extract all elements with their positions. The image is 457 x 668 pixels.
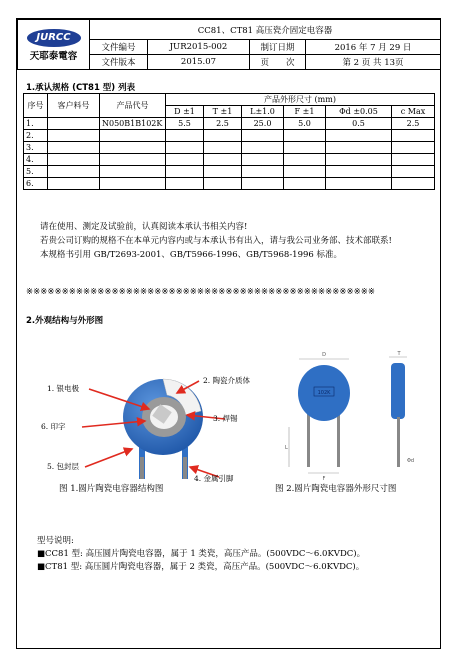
revise-date-value: 2016 年 7 月 29 日 bbox=[306, 40, 441, 55]
note-line: 若贵公司订购的规格不在本单元内容内或与本承认书有出入，请与我公司业务部、技术部联系! bbox=[40, 236, 392, 246]
cell-dim bbox=[204, 178, 242, 190]
cell-dim: 2.5 bbox=[204, 118, 242, 130]
dim-d: D bbox=[322, 352, 326, 358]
section-1-title: 1.承认规格 (CT81 型) 列表 bbox=[26, 83, 136, 93]
capacitor-dimension-figure bbox=[279, 347, 429, 487]
cell-dim bbox=[326, 166, 392, 178]
cell-seq: 6. bbox=[24, 178, 48, 190]
document-title: CC81、CT81 高压瓷介固定电容器 bbox=[90, 20, 441, 40]
company-logo bbox=[18, 20, 90, 70]
cell-dim bbox=[204, 142, 242, 154]
table-row bbox=[24, 178, 435, 190]
table-row bbox=[24, 118, 435, 130]
cell-dim bbox=[242, 130, 284, 142]
label-metal-lead: 4. 金属引脚 bbox=[194, 474, 234, 483]
cell-seq: 4. bbox=[24, 154, 48, 166]
cell-dim bbox=[204, 130, 242, 142]
cell-customer bbox=[48, 154, 100, 166]
spec-table bbox=[23, 93, 434, 190]
dim-f: F bbox=[322, 476, 326, 482]
dim-header: D ±1 bbox=[166, 106, 204, 118]
dim-l: L bbox=[285, 445, 288, 451]
figure-1-caption: 图 1.圆片陶瓷电容器结构图 bbox=[59, 484, 164, 494]
star-divider: ※※※※※※※※※※※※※※※※※※※※※※※※※※※※※※※※※※※※※※※※※※※※※※※※※ bbox=[26, 287, 375, 297]
cell-code bbox=[100, 154, 166, 166]
col-code: 产品代号 bbox=[100, 94, 166, 118]
cell-dim bbox=[166, 178, 204, 190]
cell-customer bbox=[48, 166, 100, 178]
figure-2-caption: 图 2.圆片陶瓷电容器外形尺寸图 bbox=[275, 484, 397, 494]
cell-dim bbox=[284, 178, 326, 190]
side-view-icon bbox=[391, 363, 405, 419]
cell-dim bbox=[392, 130, 435, 142]
cell-dim: 5.0 bbox=[284, 118, 326, 130]
cell-dim bbox=[242, 154, 284, 166]
table-row bbox=[24, 166, 435, 178]
cell-seq: 2. bbox=[24, 130, 48, 142]
cell-customer bbox=[48, 118, 100, 130]
page-label: 页 次 bbox=[250, 55, 306, 70]
cell-dim bbox=[284, 166, 326, 178]
cell-dim bbox=[326, 142, 392, 154]
cell-dim: 5.5 bbox=[166, 118, 204, 130]
dim-t: T bbox=[397, 351, 401, 357]
cell-dim bbox=[166, 154, 204, 166]
col-dims: 产品外形尺寸 (mm) bbox=[166, 94, 435, 106]
cell-code bbox=[100, 166, 166, 178]
model-line-cc81: ■CC81 型: 高压圆片陶瓷电容器，属于 1 类瓷，高压产品。(500VDC～6.0KVDC)。 bbox=[37, 549, 366, 559]
cell-seq: 1. bbox=[24, 118, 48, 130]
label-silver-electrode: 1. 银电极 bbox=[47, 384, 80, 393]
cell-dim bbox=[392, 178, 435, 190]
cell-dim bbox=[166, 166, 204, 178]
dim-header: F ±1 bbox=[284, 106, 326, 118]
note-line: 请在使用、测定及试验前，认真阅读本承认书相关内容! bbox=[40, 222, 248, 232]
cell-dim bbox=[326, 130, 392, 142]
cell-dim: 2.5 bbox=[392, 118, 435, 130]
dim-header: c Max bbox=[392, 106, 435, 118]
cell-dim bbox=[392, 142, 435, 154]
table-row bbox=[24, 154, 435, 166]
notes bbox=[26, 220, 434, 262]
cell-dim bbox=[204, 166, 242, 178]
cell-seq: 5. bbox=[24, 166, 48, 178]
dim-header: L±1.0 bbox=[242, 106, 284, 118]
col-seq: 序号 bbox=[24, 94, 48, 118]
cell-dim bbox=[284, 154, 326, 166]
label-encapsulation: 5. 包封层 bbox=[47, 462, 80, 471]
logo-name: 天耶泰電容 bbox=[29, 51, 78, 62]
table-row bbox=[24, 130, 435, 142]
table-row bbox=[24, 142, 435, 154]
cell-dim bbox=[166, 142, 204, 154]
cap-mark: 102K bbox=[317, 390, 331, 396]
cell-dim bbox=[326, 178, 392, 190]
document-page bbox=[16, 18, 441, 649]
cell-dim bbox=[392, 154, 435, 166]
label-marking: 6. 印字 bbox=[41, 422, 66, 431]
cell-dim bbox=[284, 130, 326, 142]
cell-customer bbox=[48, 178, 100, 190]
cell-code bbox=[100, 130, 166, 142]
doc-no-value: JUR2015-002 bbox=[148, 40, 250, 55]
cell-dim bbox=[284, 142, 326, 154]
cell-dim: 0.5 bbox=[326, 118, 392, 130]
revise-date-label: 制订日期 bbox=[250, 40, 306, 55]
cell-customer bbox=[48, 130, 100, 142]
version-value: 2015.07 bbox=[148, 55, 250, 70]
label-solder: 3. 焊锡 bbox=[213, 414, 238, 423]
cell-customer bbox=[48, 142, 100, 154]
cell-dim: 25.0 bbox=[242, 118, 284, 130]
logo-mark: JURCC bbox=[27, 29, 81, 47]
cell-dim bbox=[242, 166, 284, 178]
cell-dim bbox=[242, 178, 284, 190]
cell-seq: 3. bbox=[24, 142, 48, 154]
cell-dim bbox=[326, 154, 392, 166]
document-header bbox=[17, 19, 440, 69]
label-dielectric: 2. 陶瓷介质体 bbox=[203, 376, 251, 385]
col-customer: 客户料号 bbox=[48, 94, 100, 118]
version-label: 文件版本 bbox=[90, 55, 148, 70]
model-line-ct81: ■CT81 型: 高压圆片陶瓷电容器，属于 2 类瓷，高压产品。(500VDC～6.0KVDC)。 bbox=[37, 562, 365, 572]
page-value: 第 2 页 共 13页 bbox=[306, 55, 441, 70]
cell-code bbox=[100, 178, 166, 190]
note-line: 本规格书引用 GB/T2693-2001、GB/T5966-1996、GB/T5968-1996 标准。 bbox=[40, 250, 343, 260]
dim-phi: Φd bbox=[407, 458, 415, 464]
cell-code bbox=[100, 142, 166, 154]
model-title: 型号说明: bbox=[37, 536, 74, 546]
doc-no-label: 文件编号 bbox=[90, 40, 148, 55]
dim-header: Φd ±0.05 bbox=[326, 106, 392, 118]
model-description bbox=[37, 535, 365, 574]
cell-dim bbox=[204, 154, 242, 166]
cell-dim bbox=[166, 130, 204, 142]
section-2-title: 2.外观结构与外形图 bbox=[26, 316, 104, 326]
cell-dim bbox=[242, 142, 284, 154]
cell-dim bbox=[392, 166, 435, 178]
dim-header: T ±1 bbox=[204, 106, 242, 118]
cell-code: N050B1B102K bbox=[100, 118, 166, 130]
